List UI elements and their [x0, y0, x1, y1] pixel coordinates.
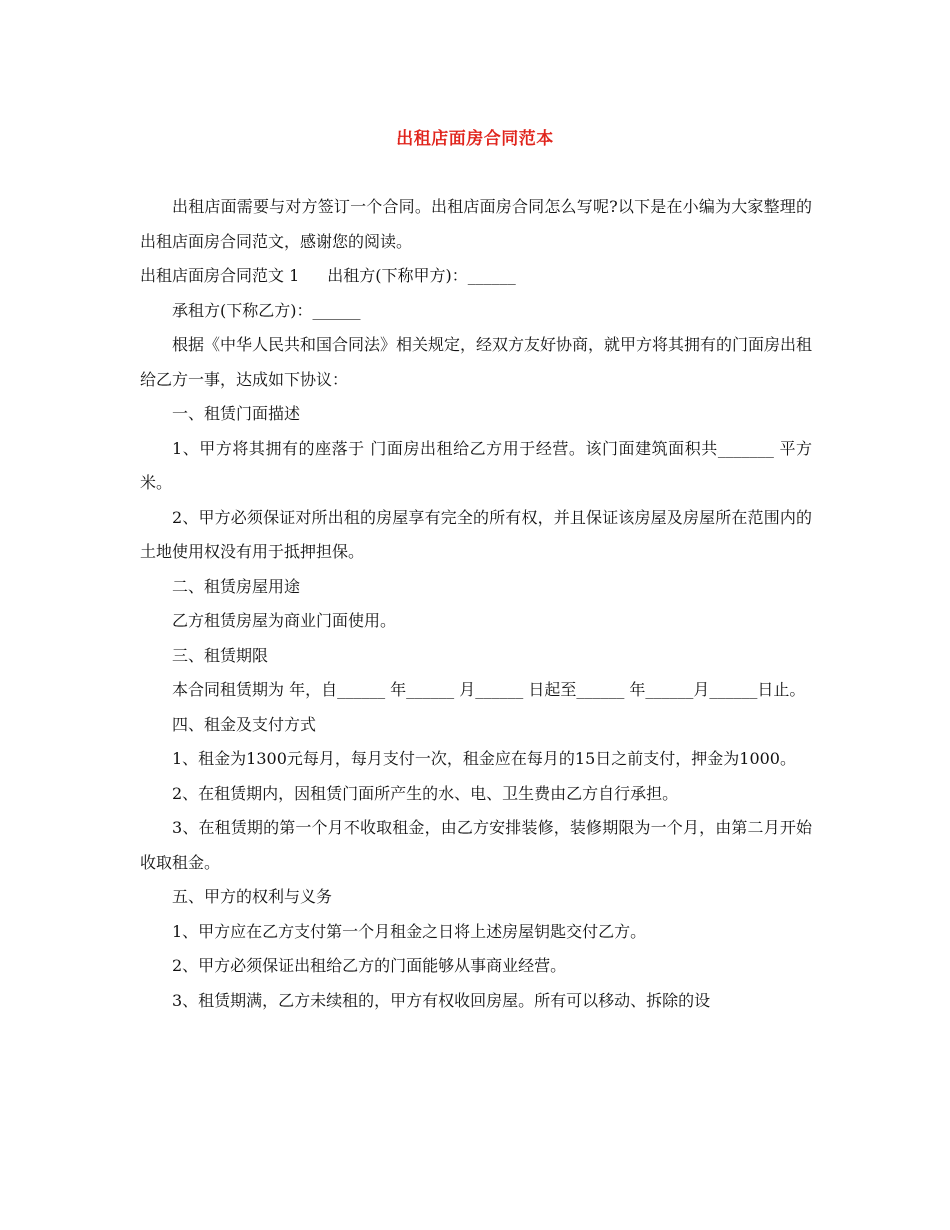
clause-paragraph: 2、在租赁期内，因租赁门面所产生的水、电、卫生费由乙方自行承担。: [172, 783, 679, 803]
clause-paragraph: 乙方租赁房屋为商业门面使用。: [172, 611, 397, 630]
section-heading: 二、租赁房屋用途: [172, 576, 301, 596]
section-heading: 五、甲方的权利与义务: [172, 887, 333, 906]
clause-paragraph: 2、甲方必须保证对所出租的房屋享有完全的所有权，并且保证该房屋及房屋所在范围内的土地使用权没有用于抵押担保。: [140, 507, 812, 561]
preamble-paragraph: 根据《中华人民共和国合同法》相关规定，经双方友好协商，就甲方将其拥有的门面房出租给乙方一事，达成如下协议：: [140, 335, 813, 389]
section-heading: 四、租金及支付方式: [172, 714, 317, 734]
clause-paragraph: 2、甲方必须保证出租给乙方的门面能够从事商业经营。: [172, 956, 567, 975]
document-body: [140, 190, 812, 1018]
intro-paragraph: 出租店面需要与对方签订一个合同。出租店面房合同怎么写呢?以下是在小编为大家整理的出租店面房合同范文，感谢您的阅读。: [140, 197, 812, 251]
clause-paragraph: 3、在租赁期的第一个月不收取租金，由乙方安排装修，装修期限为一个月，由第二月开始收取租金。: [140, 818, 812, 872]
clause-paragraph: 1、甲方将其拥有的座落于 门面房出租给乙方用于经营。该门面建筑面积共_______ 平方米。: [140, 438, 812, 492]
clause-paragraph: 1、租金为1300元每月，每月支付一次，租金应在每月的15日之前支付，押金为1000。: [172, 749, 796, 768]
template-label: 出租店面房合同范文 1: [140, 266, 300, 285]
clause-paragraph: 3、租赁期满，乙方未续租的，甲方有权收回房屋。所有可以移动、拆除的设: [172, 990, 711, 1010]
lessee-field: 承租方(下称乙方)：______: [172, 300, 361, 320]
section-heading: 三、租赁期限: [172, 645, 269, 665]
lessor-field: 出租方(下称甲方)：______: [327, 266, 516, 285]
template-heading-line: [140, 259, 812, 294]
document-title: 出租店面房合同范本: [396, 129, 554, 149]
clause-paragraph: 本合同租赁期为 年，自______ 年______ 月______ 日起至______ 年______月______日止。: [172, 680, 806, 699]
clause-paragraph: 1、甲方应在乙方支付第一个月租金之日将上述房屋钥匙交付乙方。: [172, 921, 647, 941]
section-heading: 一、租赁门面描述: [172, 404, 301, 423]
